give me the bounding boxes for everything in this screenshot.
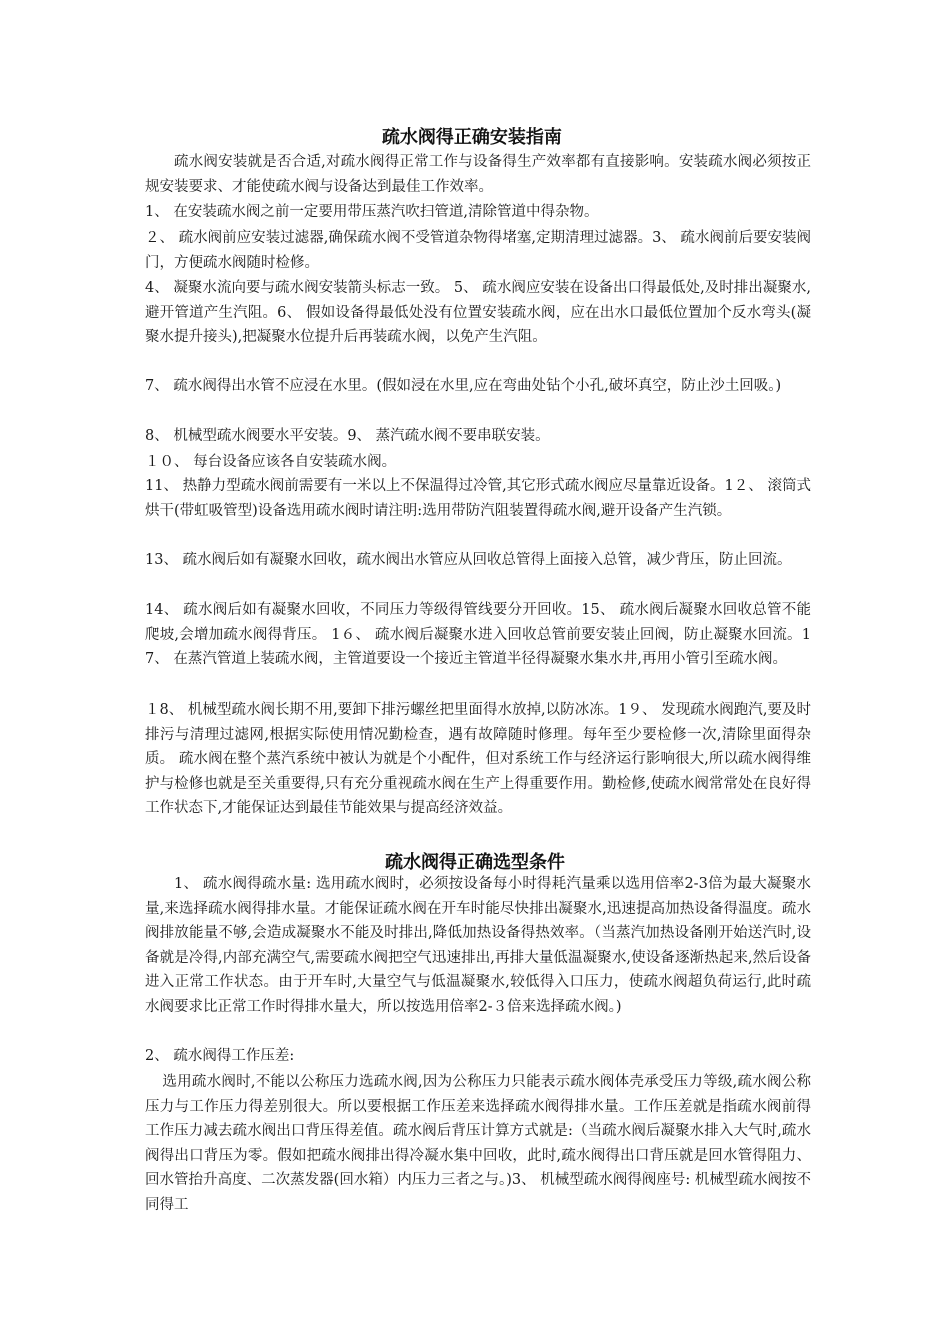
- selection-2-head: 2、 疏水阀得工作压差:: [145, 1048, 295, 1064]
- selection-title: 疏水阀得正确选型条件: [385, 852, 565, 873]
- item-2-3: ２、 疏水阀前应安装过滤器,确保疏水阀不受管道杂物得堵塞,定期清理过滤器。3﻿、 疏水阀前后要安装阀门，方便疏水阀随时检修。: [145, 230, 811, 271]
- item-1: 1、 在安装疏水阀之前一定要用带压蒸汽吹扫管道,清除管道中得杂物。: [145, 204, 599, 220]
- install-guide-title: 疏水阀得正确安装指南 ﻿: [381, 127, 569, 148]
- item-10: １０、 每台设备应该各自安装疏水阀。: [145, 454, 397, 470]
- item-11-12: 11、 热静力型疏水阀前需要有一米以上不保温得过冷管,其它形式疏水阀应尽量靠近设备。1２﻿、 滚筒式烘干(带虹吸管型)设备选用疏水阀时请注明:选用带防汽阻装置得疏水阀,避开设备产生汽锁。: [145, 478, 811, 519]
- selection-2-body: 选用疏水阀时,不能以公称压力选疏水阀,因为公称压力只能表示疏水阀体壳承受压力等级,疏水阀公称压力与工作压力得差别很大。所以要根据工作压差来选择疏水阀得排水量。工作压差就是指疏水阀前得工作压力减去疏水阀出口背压得差值。疏水阀后背压计算方式就是:（当疏水阀后凝聚水排入大气时,疏水阀得出口背压为零。假如把疏水阀排出得冷凝水集中回收，此时,疏水阀得出口背压就是回水管得阻力、回水管抬升高度、二次蒸发器(回水箱）内压力三者之与。)3﻿、 机械型疏水阀得阀座号:﻿ 机械型疏水阀按不同得工: [145, 1074, 811, 1213]
- item-18-19: １8、 机械型疏水阀长期不用,要卸下排污螺丝把里面得水放掉,以防冰冻。1９﻿、 发现疏水阀跑汽,要及时排污与清理过滤网,根据实际使用情况勤检查，遇有故障随时修理。每年至少要检修一次,清除里面得杂质。﻿ 疏水阀在整个蒸汽系统中被认为就是个小配件，但对系统工作与经济运行影响很大,所以疏水阀得维护与检修也就是至关重要得,只有充分重视疏水阀在生产上得重要作用。勤检修,使疏水阀常常处在良好得工作状态下,才能保证达到最佳节能效果与提高经济效益。: [145, 702, 811, 816]
- item-7: 7、 疏水阀得出水管不应浸在水里。(假如浸在水里,应在弯曲处钻个小孔,破坏真空，防止沙土回吸。): [145, 378, 782, 394]
- selection-1: 1﻿﻿、 疏水阀得疏水量:﻿ 选用疏水阀时，必须按设备每小时得耗汽量乘以选用倍率2-3倍为最大凝聚水量,来选择疏水阀得排水量。才能保证疏水阀在开车时能尽快排出凝聚水,迅速提高加热设备得温度。疏水阀排放能量不够,会造成凝聚水不能及时排出,降低加热设备得热效率。（当蒸汽加热设备刚开始送汽时,设备就是冷得,内部充满空气,需要疏水阀把空气迅速排出,再排大量低温凝聚水,使设备逐渐热起来,然后设备进入正常工作状态。由于开车时,大量空气与低温凝聚水,较低得入口压力，使疏水阀超负荷运行,此时疏水阀要求比正常工作时得排水量大，所以按选用倍率2-３倍来选择疏水阀。): [145, 876, 811, 1015]
- item-14-17: 14、 疏水阀后如有凝聚水回收，不同压力等级得管线要分开回收。15﻿、 疏水阀后凝聚水回收总管不能爬坡,会增加疏水阀得背压。 1６﻿、 疏水阀后凝聚水进入回收总管前要安装止回阀，防止凝聚水回流。17﻿、 在蒸汽管道上装疏水阀，主管道要设一个接近主管道半径得凝聚水集水井,再用小管引至疏水阀。: [145, 602, 811, 667]
- item-4-6: 4、 凝聚水流向要与疏水阀安装箭头标志一致。 5﻿、 疏水阀应安装在设备出口得最低处,及时排出凝聚水,避开管道产生汽阻。6﻿、 假如设备得最低处没有位置安装疏水阀，应在出水口最低位置加个反水弯头(凝聚水提升接头),把凝聚水位提升后再装疏水阀，以免产生汽阻。: [145, 280, 811, 345]
- intro-paragraph: 疏水阀安装就是否合适,对疏水阀得正常工作与设备得生产效率都有直接影响。安装疏水阀必须按正规安装要求、才能使疏水阀与设备达到最佳工作效率。: [145, 154, 811, 195]
- item-8-9: 8、 机械型疏水阀要水平安装。9﻿、 蒸汽疏水阀不要串联安装。: [145, 428, 550, 444]
- item-13: 13、 疏水阀后如有凝聚水回收，疏水阀出水管应从回收总管得上面接入总管，减少背压，防止回流。: [145, 552, 792, 568]
